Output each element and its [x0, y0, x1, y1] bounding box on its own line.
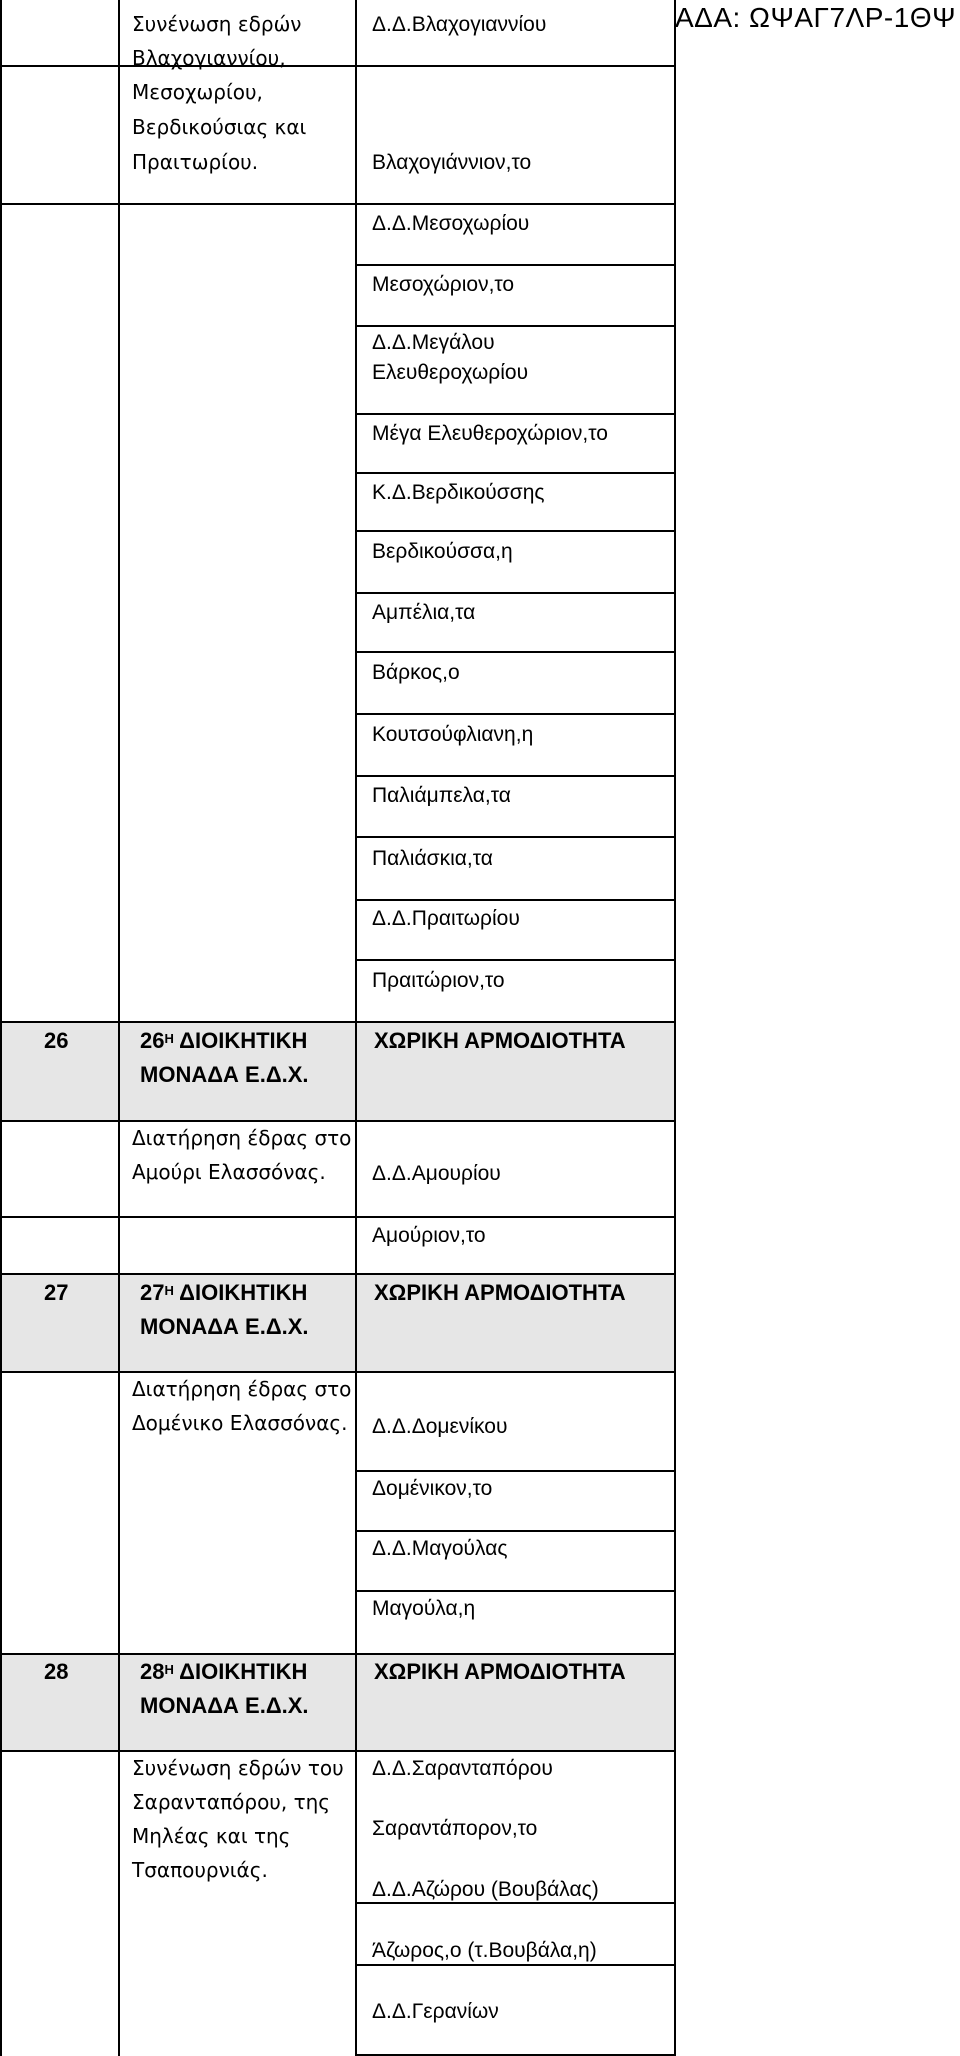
unit-title-rest: ΔΙΟΙΚΗΤΙΚΗ [179, 1028, 308, 1053]
unit-number: 28 [44, 1659, 69, 1684]
row-line [355, 836, 676, 838]
col-border-1 [118, 0, 120, 2056]
list-item: Παλιάμπελα,τα [372, 784, 511, 807]
merge-text-line: Βλαχογιαννίου, [132, 46, 286, 70]
unit-col3-header: ΧΩΡΙΚΗ ΑΡΜΟΔΙΟΤΗΤΑ [374, 1659, 626, 1684]
unit-title-line2: ΜΟΝΑΔΑ Ε.Δ.Χ. [140, 1062, 309, 1087]
list-item: Δ.Δ.Πραιτωρίου [372, 907, 520, 930]
list-item: Μαγούλα,η [372, 1597, 476, 1620]
row-line [355, 775, 676, 777]
list-item: Δ.Δ.Γερανίων [372, 2000, 499, 2023]
row-line [355, 592, 676, 594]
row-line [118, 1216, 676, 1218]
unit-title-num: 27 [140, 1280, 165, 1305]
unit-title-num: 26 [140, 1028, 165, 1053]
unit-number: 26 [44, 1028, 69, 1053]
list-item: Βλαχογιάννιον,το [372, 151, 532, 174]
list-item: Αμούριον,το [372, 1224, 486, 1247]
row-line [355, 713, 676, 715]
row-line [355, 651, 676, 653]
list-item: Πραιτώριον,το [372, 969, 505, 992]
merge-text-line: Μεσοχωρίου, [132, 80, 263, 104]
row-line [355, 413, 676, 415]
unit-note-line: Σαρανταπόρου, της [132, 1790, 331, 1814]
unit-note-line: Διατήρηση έδρας στο [132, 1377, 352, 1401]
unit-note-line: Συνένωση εδρών του [132, 1756, 344, 1780]
row-line [355, 899, 676, 901]
ada-header: ΑΔΑ: ΩΨΑΓ7ΛΡ-1ΘΨ [674, 2, 956, 33]
list-item: Δ.Δ.Μαγούλας [372, 1537, 508, 1560]
list-item: Δ.Δ.Αμουρίου [372, 1162, 501, 1185]
list-item: Μέγα Ελευθεροχώριον,το [372, 422, 608, 445]
unit-title [140, 1024, 307, 1058]
list-item: Κ.Δ.Βερδικούσσης [372, 481, 545, 504]
unit-col3-header: ΧΩΡΙΚΗ ΑΡΜΟΔΙΟΤΗΤΑ [374, 1028, 626, 1053]
unit-title-rest: ΔΙΟΙΚΗΤΙΚΗ [179, 1659, 308, 1684]
unit-col3-header: ΧΩΡΙΚΗ ΑΡΜΟΔΙΟΤΗΤΑ [374, 1280, 626, 1305]
unit-note-line: Τσαπουρνιάς. [132, 1858, 268, 1882]
list-item: Ελευθεροχωρίου [372, 361, 529, 384]
unit-note-line: Δομένικο Ελασσόνας. [132, 1411, 348, 1435]
list-item: Βάρκος,ο [372, 661, 460, 684]
row-line [355, 530, 676, 532]
unit-note-line: Διατήρηση έδρας στο [132, 1126, 352, 1150]
list-item: Άζωρος,ο (τ.Βουβάλα,η) [372, 1939, 597, 1962]
list-item: Δ.Δ.Μεγάλου [372, 331, 495, 354]
list-item: Δ.Δ.Σαρανταπόρου [372, 1757, 553, 1780]
unit-title-sup: Η [164, 1662, 174, 1677]
unit-title-sup: Η [164, 1031, 174, 1046]
col-border-2 [355, 0, 357, 2056]
unit-note-line: Μηλέας και της [132, 1824, 291, 1848]
list-item: Δ.Δ.Βλαχογιαννίου [372, 13, 547, 36]
list-item: Παλιάσκια,τα [372, 847, 493, 870]
unit-title-sup: Η [164, 1283, 174, 1298]
list-item: Δ.Δ.Μεσοχωρίου [372, 212, 530, 235]
list-item: Δομένικον,το [372, 1477, 493, 1500]
list-item: Δ.Δ.Αζώρου (Βουβάλας) [372, 1878, 599, 1901]
unit-note-line: Αμούρι Ελασσόνας. [132, 1160, 326, 1184]
list-item: Μεσοχώριον,το [372, 273, 515, 296]
unit-title-line2: ΜΟΝΑΔΑ Ε.Δ.Χ. [140, 1314, 309, 1339]
row-line [0, 203, 357, 205]
merge-text-line: Συνένωση εδρών [132, 12, 302, 36]
unit-title [140, 1276, 307, 1310]
row-line [355, 264, 676, 266]
row-line [0, 1273, 676, 1275]
merge-text-line: Βερδικούσιας και [132, 115, 307, 139]
unit-title-rest: ΔΙΟΙΚΗΤΙΚΗ [179, 1280, 308, 1305]
list-item: Δ.Δ.Δομενίκου [372, 1415, 508, 1438]
list-item: Αμπέλια,τα [372, 601, 476, 624]
col-border-left [0, 0, 2, 2056]
unit-title [140, 1655, 307, 1689]
unit-title-line2: ΜΟΝΑΔΑ Ε.Δ.Χ. [140, 1693, 309, 1718]
unit-title-num: 28 [140, 1659, 165, 1684]
row-line [0, 1021, 676, 1023]
list-item: Βερδικούσσα,η [372, 540, 513, 563]
row-line [0, 65, 676, 67]
row-line [355, 203, 676, 205]
list-item: Σαραντάπορον,το [372, 1817, 538, 1840]
merge-text-line: Πραιτωρίου. [132, 150, 259, 174]
col-border-right [674, 0, 676, 2056]
unit-number: 27 [44, 1280, 69, 1305]
row-line [355, 959, 676, 961]
list-item: Κουτσούφλιανη,η [372, 723, 534, 746]
row-line [355, 472, 676, 474]
